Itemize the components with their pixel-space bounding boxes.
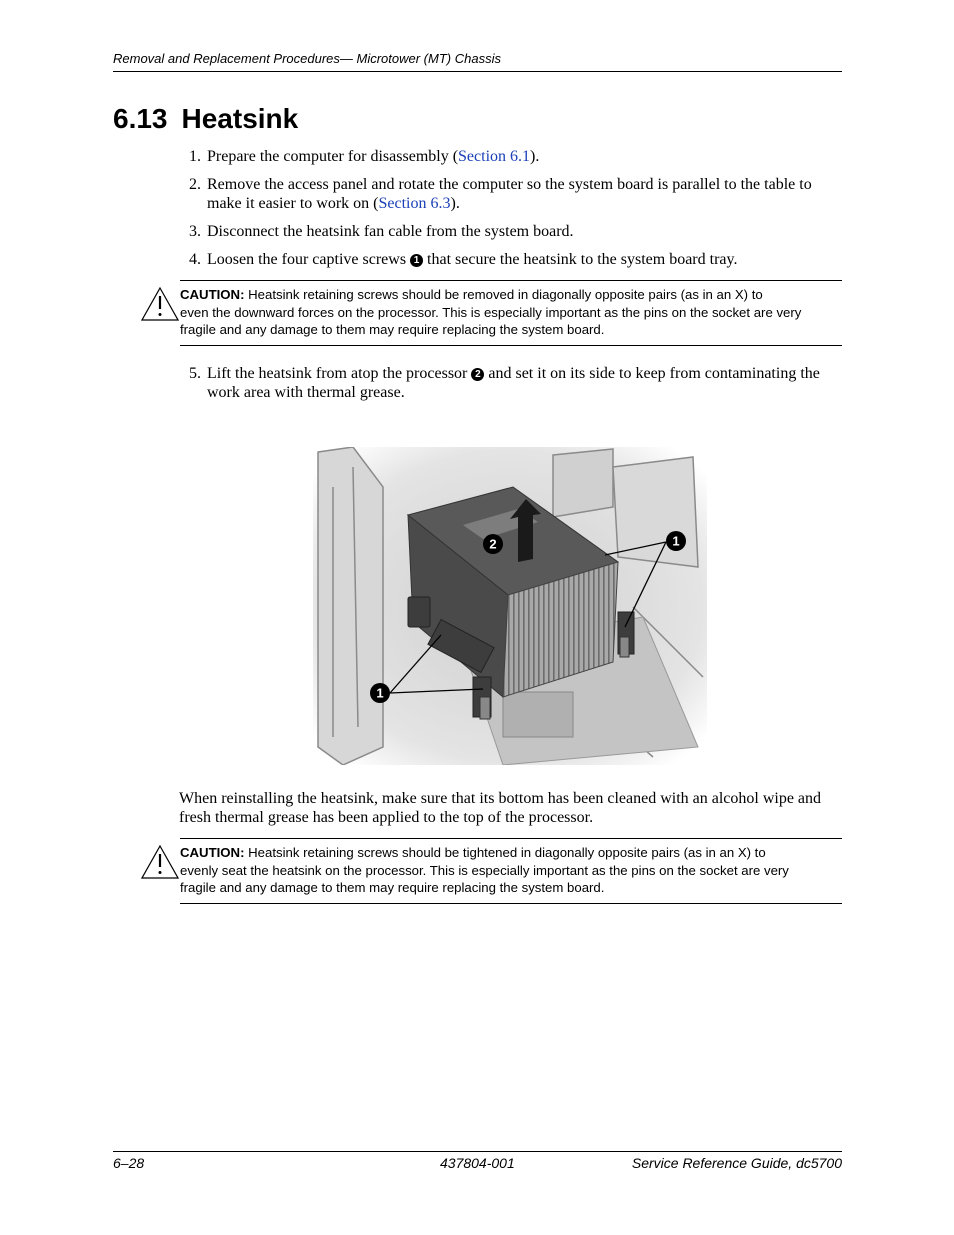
callout-1-icon: 1 xyxy=(410,254,423,267)
section-6-1-link[interactable]: Section 6.1 xyxy=(458,148,531,165)
step-text-end: and set it on its side to keep from contaminating the work area with thermal grease. xyxy=(207,365,820,401)
step-text: Prepare the computer for disassembly ( xyxy=(207,148,459,165)
step-number: 2. xyxy=(189,176,201,193)
section-name: Heatsink xyxy=(181,103,299,134)
caution-triangle-icon xyxy=(141,287,179,321)
screw-post xyxy=(480,697,490,719)
caution-rule-bottom xyxy=(180,903,842,904)
caution-text xyxy=(180,844,820,897)
figure-callout-1-left xyxy=(370,683,390,703)
caution-line: even the downward forces on the processor. This is especially important as the pins on the socket are very xyxy=(180,304,802,320)
page-number: 6–28 xyxy=(113,1155,145,1171)
callout-2-icon: 2 xyxy=(471,368,484,381)
step-4 xyxy=(189,250,842,269)
step-text-end: ). xyxy=(530,148,540,165)
step-text: Remove the access panel and rotate the computer so the system board is parallel to the table to make it easier to work on ( xyxy=(207,176,812,212)
part-number: 437804-001 xyxy=(440,1155,515,1171)
step-3 xyxy=(189,222,842,241)
reinstall-paragraph: When reinstalling the heatsink, make sure that its bottom has been cleaned with an alcohol wipe and fresh thermal grease has been applied to the top of the processor. xyxy=(179,790,822,826)
caution-triangle-icon xyxy=(141,845,179,879)
step-text-end: that secure the heatsink to the system board tray. xyxy=(423,251,738,268)
step-1 xyxy=(189,147,842,166)
caution-line: evenly seat the heatsink on the processor. This is especially important as the pins on the socket are very xyxy=(180,862,789,878)
screw-post xyxy=(620,637,629,657)
caution-label: CAUTION: xyxy=(180,287,245,302)
step-text: Disconnect the heatsink fan cable from the system board. xyxy=(207,223,574,240)
figure-callout-1-right xyxy=(666,531,686,551)
caution-line: Heatsink retaining screws should be tightened in diagonally opposite pairs (as in an X) to xyxy=(248,845,766,860)
heatsink-removal-figure xyxy=(313,447,707,765)
section-title xyxy=(113,101,298,137)
step-number: 5. xyxy=(189,365,201,382)
step-5 xyxy=(189,364,842,402)
guide-title: Service Reference Guide, dc5700 xyxy=(631,1155,842,1171)
header-rule xyxy=(113,71,842,72)
processor-socket xyxy=(503,692,573,737)
section-number: 6.13 xyxy=(113,103,168,134)
step-number: 4. xyxy=(189,251,201,268)
running-header: Removal and Replacement Procedures— Microtower (MT) Chassis xyxy=(113,51,501,66)
caution-label: CAUTION: xyxy=(180,845,245,860)
caution-box-removal xyxy=(113,280,842,346)
caution-line: fragile and any damage to them may require replacing the system board. xyxy=(180,880,605,895)
svg-text:1: 1 xyxy=(376,685,384,701)
svg-text:2: 2 xyxy=(489,536,497,552)
svg-text:1: 1 xyxy=(672,533,680,549)
step-number: 3. xyxy=(189,223,201,240)
caution-text xyxy=(180,286,820,339)
caution-rule-top xyxy=(180,280,842,281)
caution-rule-bottom xyxy=(180,345,842,346)
caution-box-reinstall xyxy=(113,838,842,904)
caution-line: Heatsink retaining screws should be removed in diagonally opposite pairs (as in an X) to xyxy=(248,287,763,302)
section-6-3-link[interactable]: Section 6.3 xyxy=(378,195,451,212)
step-2 xyxy=(189,175,842,213)
caution-line: fragile and any damage to them may require replacing the system board. xyxy=(180,322,605,337)
step-text: Lift the heatsink from atop the processor xyxy=(207,365,472,382)
footer-rule xyxy=(113,1151,842,1152)
step-number: 1. xyxy=(189,148,201,165)
step-text-end: ). xyxy=(450,195,460,212)
figure-callout-2 xyxy=(483,534,503,554)
caution-rule-top xyxy=(180,838,842,839)
step-text: Loosen the four captive screws xyxy=(207,251,411,268)
